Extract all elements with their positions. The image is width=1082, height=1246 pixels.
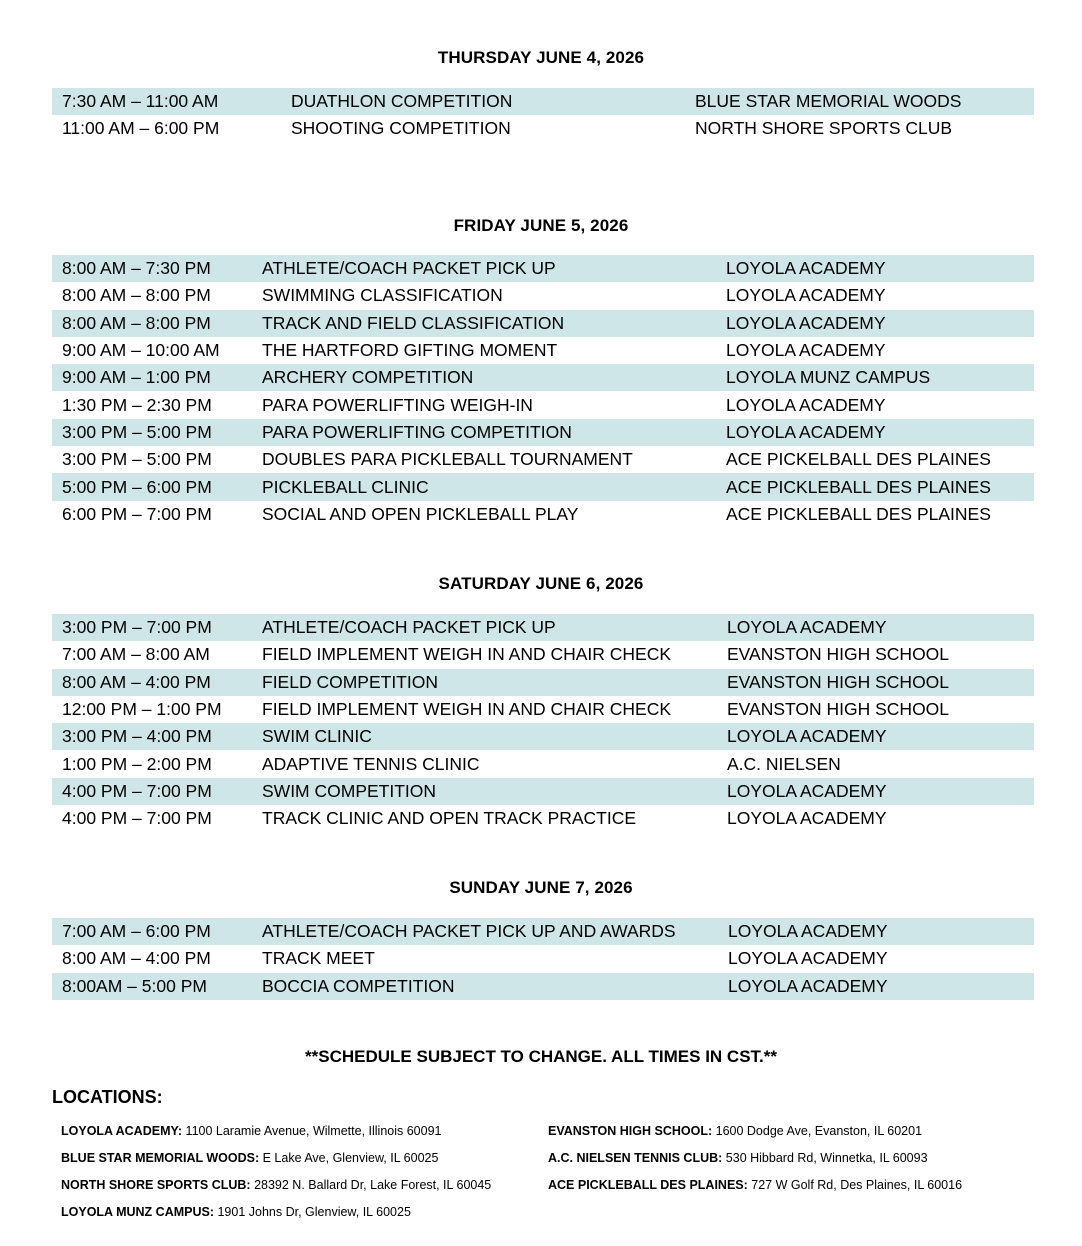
location-loyola-munz-campus: [61, 1205, 411, 1219]
table-row: [52, 391, 1034, 418]
event-cell: PARA POWERLIFTING COMPETITION: [262, 421, 572, 442]
location-address: E Lake Ave, Glenview, IL 60025: [262, 1151, 439, 1165]
time-cell: 12:00 PM – 1:00 PM: [62, 699, 222, 720]
table-row: [52, 973, 1034, 1000]
location-name: A.C. NIELSEN TENNIS CLUB:: [548, 1151, 723, 1165]
location-cell: ACE PICKLEBALL DES PLAINES: [726, 503, 991, 524]
location-address: 1100 Laramie Avenue, Wilmette, Illinois 60091: [185, 1124, 442, 1138]
location-cell: LOYOLA ACADEMY: [727, 808, 887, 829]
day-title-friday: FRIDAY JUNE 5, 2026: [453, 216, 629, 235]
location-name: BLUE STAR MEMORIAL WOODS:: [61, 1151, 260, 1165]
table-row: [52, 918, 1034, 945]
event-cell: DUATHLON COMPETITION: [291, 91, 513, 112]
schedule-notice: **SCHEDULE SUBJECT TO CHANGE. ALL TIMES IN CST.**: [305, 1047, 777, 1066]
location-cell: LOYOLA ACADEMY: [727, 726, 887, 747]
location-loyola-academy: [61, 1124, 442, 1138]
time-cell: 7:00 AM – 6:00 PM: [62, 921, 211, 942]
event-cell: SWIM CLINIC: [262, 726, 372, 747]
time-cell: 7:00 AM – 8:00 AM: [62, 644, 210, 665]
table-row: [52, 805, 1034, 832]
location-cell: BLUE STAR MEMORIAL WOODS: [695, 91, 962, 112]
location-address: 28392 N. Ballard Dr, Lake Forest, IL 60045: [254, 1178, 492, 1192]
schedule-table-saturday: [52, 614, 1034, 832]
table-row: [52, 310, 1034, 337]
time-cell: 8:00AM – 5:00 PM: [62, 975, 207, 996]
table-row: [52, 945, 1034, 972]
table-row: [52, 255, 1034, 282]
schedule-table-friday: [52, 255, 1034, 528]
location-blue-star-memorial-woods: [61, 1151, 438, 1165]
table-row: [52, 723, 1034, 750]
event-cell: TRACK AND FIELD CLASSIFICATION: [262, 312, 565, 333]
schedule-table-thursday: [52, 88, 1034, 143]
location-cell: LOYOLA MUNZ CAMPUS: [726, 367, 931, 388]
location-name: LOYOLA ACADEMY:: [61, 1124, 183, 1138]
location-cell: EVANSTON HIGH SCHOOL: [727, 644, 950, 665]
location-cell: EVANSTON HIGH SCHOOL: [727, 671, 950, 692]
event-cell: ADAPTIVE TENNIS CLINIC: [262, 753, 480, 774]
location-address: 1901 Johns Dr, Glenview, IL 60025: [217, 1205, 411, 1219]
location-ace-pickleball-des-plaines: [548, 1178, 962, 1192]
table-row: [52, 669, 1034, 696]
time-cell: 3:00 PM – 5:00 PM: [62, 449, 212, 470]
time-cell: 9:00 AM – 10:00 AM: [62, 340, 220, 361]
location-cell: LOYOLA ACADEMY: [727, 617, 887, 638]
location-cell: LOYOLA ACADEMY: [726, 258, 886, 279]
event-cell: DOUBLES PARA PICKLEBALL TOURNAMENT: [262, 449, 633, 470]
event-cell: FIELD IMPLEMENT WEIGH IN AND CHAIR CHECK: [262, 644, 672, 665]
time-cell: 7:30 AM – 11:00 AM: [62, 91, 219, 112]
time-cell: 1:30 PM – 2:30 PM: [62, 394, 212, 415]
time-cell: 11:00 AM – 6:00 PM: [62, 118, 220, 139]
time-cell: 8:00 AM – 8:00 PM: [62, 312, 211, 333]
schedule-table-sunday: [52, 918, 1034, 1000]
time-cell: 3:00 PM – 4:00 PM: [62, 726, 212, 747]
table-row: [52, 282, 1034, 309]
event-cell: ARCHERY COMPETITION: [262, 367, 474, 388]
location-name: ACE PICKLEBALL DES PLAINES:: [548, 1178, 748, 1192]
event-cell: TRACK MEET: [262, 948, 375, 969]
location-name: NORTH SHORE SPORTS CLUB:: [61, 1178, 251, 1192]
event-cell: ATHLETE/COACH PACKET PICK UP: [262, 617, 556, 638]
day-title-sunday: SUNDAY JUNE 7, 2026: [449, 878, 633, 897]
table-row: [52, 641, 1034, 668]
location-cell: LOYOLA ACADEMY: [726, 394, 886, 415]
location-cell: LOYOLA ACADEMY: [728, 921, 888, 942]
table-row: [52, 750, 1034, 777]
location-cell: LOYOLA ACADEMY: [726, 285, 886, 306]
event-cell: SWIMMING CLASSIFICATION: [262, 285, 503, 306]
location-cell: LOYOLA ACADEMY: [727, 780, 887, 801]
time-cell: 8:00 AM – 7:30 PM: [62, 258, 211, 279]
time-cell: 9:00 AM – 1:00 PM: [62, 367, 211, 388]
location-cell: LOYOLA ACADEMY: [728, 975, 888, 996]
time-cell: 4:00 PM – 7:00 PM: [62, 808, 212, 829]
time-cell: 1:00 PM – 2:00 PM: [62, 753, 212, 774]
time-cell: 5:00 PM – 6:00 PM: [62, 476, 212, 497]
location-evanston-high-school: [548, 1124, 922, 1138]
time-cell: 3:00 PM – 7:00 PM: [62, 617, 212, 638]
time-cell: 6:00 PM – 7:00 PM: [62, 503, 212, 524]
event-cell: PARA POWERLIFTING WEIGH-IN: [262, 394, 533, 415]
event-cell: ATHLETE/COACH PACKET PICK UP AND AWARDS: [262, 921, 676, 942]
location-name: LOYOLA MUNZ CAMPUS:: [61, 1205, 214, 1219]
time-cell: 3:00 PM – 5:00 PM: [62, 421, 212, 442]
day-title-thursday: THURSDAY JUNE 4, 2026: [437, 48, 645, 67]
location-cell: NORTH SHORE SPORTS CLUB: [695, 118, 953, 139]
event-cell: PICKLEBALL CLINIC: [262, 476, 429, 497]
event-cell: SWIM COMPETITION: [262, 780, 437, 801]
time-cell: 8:00 AM – 8:00 PM: [62, 285, 211, 306]
location-cell: ACE PICKELBALL DES PLAINES: [726, 449, 991, 470]
location-north-shore-sports-club: [61, 1178, 491, 1192]
table-row: [52, 473, 1034, 500]
table-row: [52, 446, 1034, 473]
table-row: [52, 337, 1034, 364]
table-row: [52, 364, 1034, 391]
location-cell: LOYOLA ACADEMY: [728, 948, 888, 969]
table-row: [52, 614, 1034, 641]
location-cell: LOYOLA ACADEMY: [726, 340, 886, 361]
time-cell: 8:00 AM – 4:00 PM: [62, 671, 211, 692]
location-cell: EVANSTON HIGH SCHOOL: [727, 699, 950, 720]
table-row: [52, 778, 1034, 805]
location-cell: A.C. NIELSEN: [727, 753, 841, 774]
event-cell: BOCCIA COMPETITION: [262, 975, 455, 996]
time-cell: 4:00 PM – 7:00 PM: [62, 780, 212, 801]
event-cell: ATHLETE/COACH PACKET PICK UP: [262, 258, 556, 279]
table-row: [52, 501, 1034, 528]
event-cell: THE HARTFORD GIFTING MOMENT: [262, 340, 558, 361]
location-address: 1600 Dodge Ave, Evanston, IL 60201: [715, 1124, 923, 1138]
table-row: [52, 88, 1034, 115]
event-cell: FIELD COMPETITION: [262, 671, 438, 692]
day-title-saturday: SATURDAY JUNE 6, 2026: [438, 574, 644, 593]
location-name: EVANSTON HIGH SCHOOL:: [548, 1124, 713, 1138]
table-row: [52, 419, 1034, 446]
event-cell: SOCIAL AND OPEN PICKLEBALL PLAY: [262, 503, 579, 524]
location-address: 727 W Golf Rd, Des Plaines, IL 60016: [751, 1178, 963, 1192]
event-cell: SHOOTING COMPETITION: [291, 118, 511, 139]
locations-heading: LOCATIONS:: [52, 1087, 163, 1107]
table-row: [52, 696, 1034, 723]
location-cell: ACE PICKLEBALL DES PLAINES: [726, 476, 991, 497]
event-cell: FIELD IMPLEMENT WEIGH IN AND CHAIR CHECK: [262, 699, 672, 720]
table-row: [52, 115, 1034, 142]
location-cell: LOYOLA ACADEMY: [726, 421, 886, 442]
time-cell: 8:00 AM – 4:00 PM: [62, 948, 211, 969]
location-cell: LOYOLA ACADEMY: [726, 312, 886, 333]
location-address: 530 Hibbard Rd, Winnetka, IL 60093: [725, 1151, 928, 1165]
event-cell: TRACK CLINIC AND OPEN TRACK PRACTICE: [262, 808, 637, 829]
location-ac-nielsen-tennis-club: [548, 1151, 928, 1165]
